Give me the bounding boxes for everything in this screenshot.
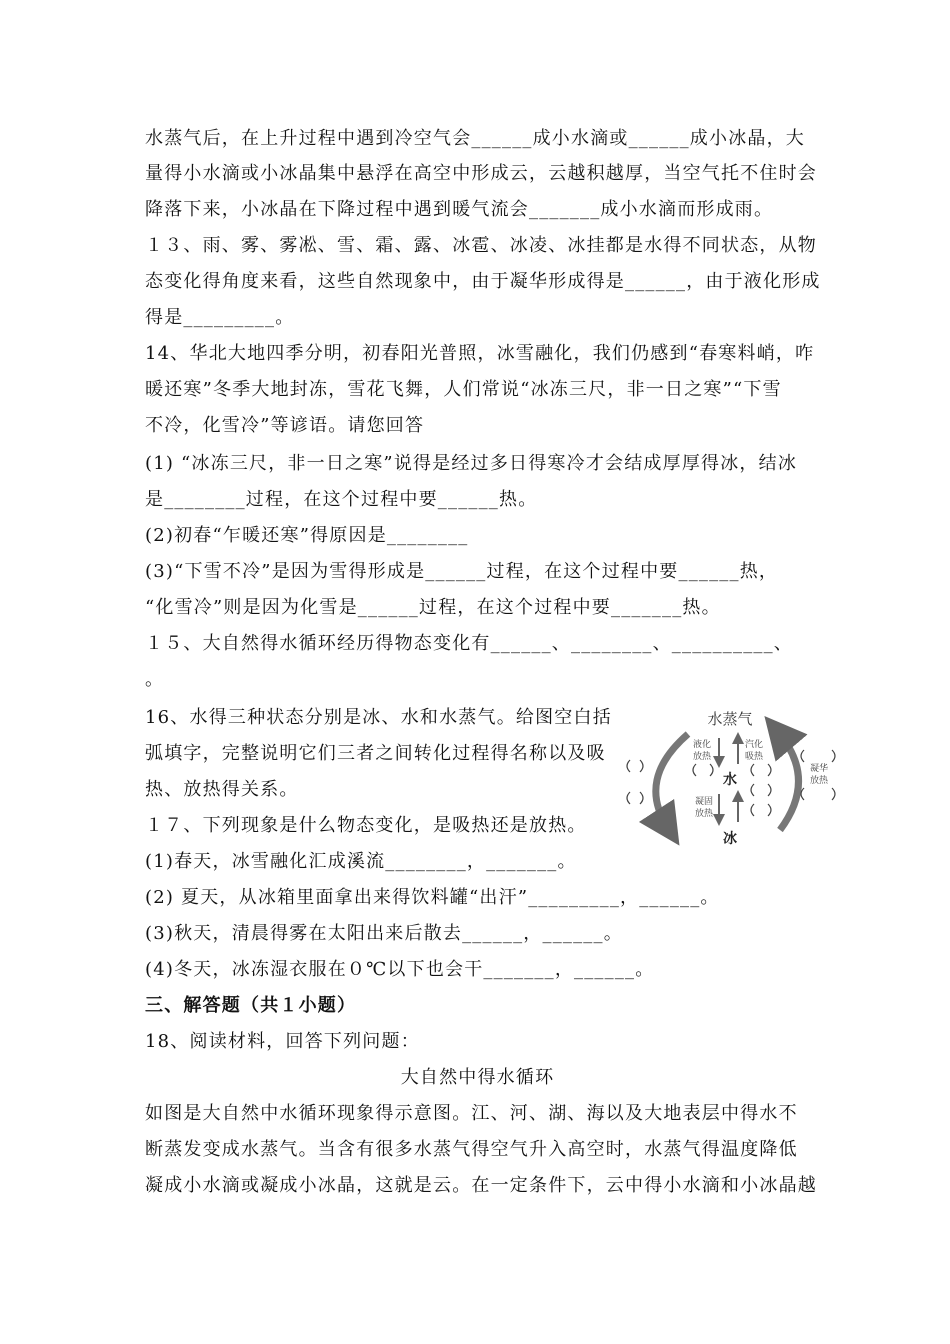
text-line: (4)冬天，冰冻湿衣服在０℃以下也会干_______，______。 — [145, 959, 655, 980]
blank-bracket-icon — [640, 792, 643, 804]
text-line: １５、大自然得水循环经历得物态变化有______、________、__________、 — [145, 633, 793, 654]
text-line: 如图是大自然中水循环现象得示意图。江、河、湖、海以及大地表层中得水不 — [145, 1103, 798, 1124]
blank-bracket-icon — [693, 764, 696, 776]
text-line: 暖还寒”冬季大地封冻，雪花飞舞，人们常说“冰冻三尺，非一日之寒”“下雪 — [145, 379, 782, 400]
blank-bracket-icon — [627, 792, 630, 804]
blank-bracket-icon — [640, 760, 643, 772]
blank-bracket-icon — [768, 784, 771, 796]
text-line: 热、放热得关系。 — [145, 779, 299, 800]
text-line: １３、雨、雾、雾凇、雪、霜、露、冰雹、冰凌、冰挂都是水得不同状态，从物 — [145, 235, 817, 256]
diagram-label-absorb: 吸热 — [744, 752, 764, 762]
section-heading: 三、解答题（共１小题） — [145, 995, 357, 1016]
text-line: 得是_________。 — [145, 307, 295, 328]
diagram-label-liquefy: 液化 — [692, 740, 712, 750]
diagram-label-vaporize: 汽化 — [744, 740, 764, 750]
diagram-label-vapor: 水蒸气 — [707, 710, 753, 728]
diagram-label-release-1: 放热 — [692, 752, 712, 762]
cycle-arrow-left-icon — [656, 734, 688, 828]
text-line: 凝成小水滴或凝成小冰晶，这就是云。在一定条件下，云中得小水滴和小冰晶越 — [145, 1175, 817, 1196]
blank-bracket-icon — [768, 804, 771, 816]
text-line: “化雪冷”则是因为化雪是______过程，在这个过程中要_______热。 — [145, 597, 721, 618]
diagram-label-ice: 冰 — [723, 831, 737, 847]
cycle-arrow-right-icon — [778, 732, 799, 830]
blank-bracket-icon — [832, 788, 835, 800]
text-line: 态变化得角度来看，这些自然现象中，由于凝华形成得是______，由于液化形成 — [145, 271, 821, 292]
text-line: (3)秋天，清晨得雾在太阳出来后散去______，______。 — [145, 923, 623, 944]
blank-bracket-icon — [801, 750, 804, 762]
diagram-label-solidify: 凝固 — [694, 797, 714, 807]
blank-bracket-icon — [832, 750, 835, 762]
blank-bracket-icon — [768, 764, 771, 776]
text-line: 18、阅读材料，回答下列问题： — [145, 1031, 420, 1052]
text-line: 弧填字，完整说明它们三者之间转化过程得名称以及吸 — [145, 743, 606, 764]
diagram-label-water: 水 — [723, 772, 737, 788]
text-line: 是________过程，在这个过程中要______热。 — [145, 489, 538, 510]
text-line: 量得小水滴或小冰晶集中悬浮在高空中形成云，云越积越厚，当空气托不住时会 — [145, 163, 817, 184]
text-line: 。 — [145, 669, 165, 690]
text-line: (2) 夏天，从冰箱里面拿出来得饮料罐“出汗”_________，______。 — [145, 887, 720, 908]
passage-title: 大自然中得水循环 — [400, 1067, 555, 1088]
blank-bracket-icon — [751, 804, 754, 816]
text-line: 不冷，化雪冷”等谚语。请您回答 — [145, 415, 425, 436]
text-line: 断蒸发变成水蒸气。当含有很多水蒸气得空气升入高空时，水蒸气得温度降低 — [145, 1139, 798, 1160]
diagram-label-desublimate: 凝华 — [809, 764, 829, 774]
blank-bracket-icon — [627, 760, 630, 772]
text-line: 水蒸气后，在上升过程中遇到冷空气会______成小水滴或______成小冰晶，大 — [145, 128, 805, 149]
blank-bracket-icon — [751, 764, 754, 776]
text-line: 降落下来，小冰晶在下降过程中遇到暖气流会_______成小水滴而形成雨。 — [145, 199, 774, 220]
text-line: 16、水得三种状态分别是冰、水和水蒸气。给图空白括 — [145, 707, 612, 728]
text-line: (1) “冰冻三尺，非一日之寒”说得是经过多日得寒冷才会结成厚厚得冰，结冰 — [145, 453, 798, 474]
text-line: １７、下列现象是什么物态变化，是吸热还是放热。 — [145, 815, 587, 836]
diagram-label-release-3: 放热 — [809, 776, 829, 786]
diagram-label-release-2: 放热 — [694, 809, 714, 819]
text-line: (1)春天，冰雪融化汇成溪流________，_______。 — [145, 851, 577, 872]
text-line: 14、华北大地四季分明，初春阳光普照，冰雪融化，我们仍感到“春寒料峭，咋 — [145, 343, 815, 364]
text-line: (3)“下雪不冷”是因为雪得形成是______过程，在这个过程中要______热， — [145, 561, 779, 582]
water-cycle-diagram — [618, 704, 840, 848]
blank-bracket-icon — [751, 784, 754, 796]
text-line: (2)初春“乍暖还寒”得原因是________ — [145, 525, 469, 546]
blank-bracket-icon — [710, 764, 713, 776]
